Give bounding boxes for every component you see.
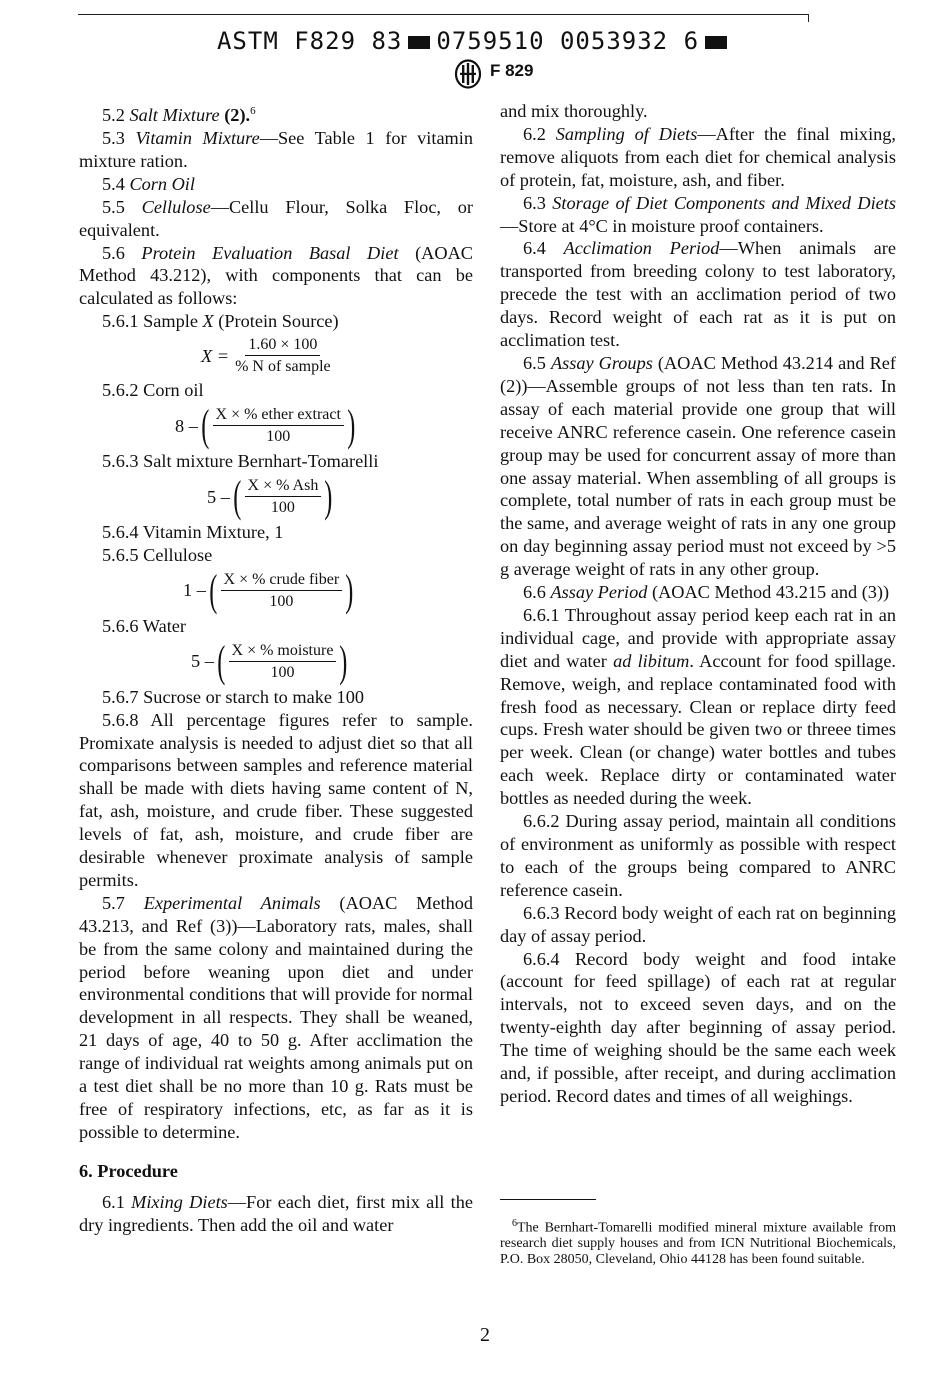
astm-logo-icon — [453, 59, 483, 89]
top-rule — [78, 14, 808, 15]
para-5-6-4: 5.6.4 Vitamin Mixture, 1 — [102, 521, 284, 542]
para-6-4: 6.4 Acclimation Period—When animals are transported from breeding colony to test laboratory, precede the test with an acclimation period of two days. Record weight of each rat as it is put on acclimation test. — [500, 238, 896, 351]
para-5-6: 5.6 Protein Evaluation Basal Diet (AOAC Method 43.212), with components that can be calculated as follows: — [79, 242, 473, 309]
scan-code-part-2: 0759510 0053932 6 — [436, 27, 700, 55]
footnote-ref[interactable]: 6 — [250, 105, 256, 117]
para-6-6-1: 6.6.1 Throughout assay period keep each rat in an individual cage, and provide with appropriate assay diet and water ad libitum. Account for food spillage. Remove, weigh, and replace contaminated food with fresh food as necessary. Clean or replace dirty feed cups. Fresh water should be given two or threee times per week. Clean (or change) water bottles and tubes each week. Replace dirty or contaminated water bottles as needed during the week. — [500, 604, 896, 809]
para-6-6-4: 6.6.4 Record body weight and food intake (account for feed spillage) of each rat at regular intervals, not to exceed seven days, and on the twenty-eighth day after beginning of assay period. The time of weighing should be the same each week and, if possible, after receipt, and during acclimation period. Record dates and times of all weighings. — [500, 948, 896, 1106]
para-5-6-6: 5.6.6 Water — [102, 615, 186, 636]
para-6-5: 6.5 Assay Groups (AOAC Method 43.214 and Ref (2))—Assemble groups of not less than ten rats. In assay of each material provide one group that will receive ANRC reference casein. One reference casein group may be used for concurrent assay of more than one assay material. When assembling of all groups is complete, total number of rats in each group must be the same, and average weight of rats in any one group on day beginning assay period must not exceed by >5 g average weight of rats in any other group. — [500, 352, 896, 580]
right-column — [500, 100, 896, 1108]
formula-corn-oil: 8 – ( $\frac{\text{X × \% ether extract}}{100}$ ) — [175, 401, 356, 451]
page-number: 2 — [480, 1324, 490, 1346]
para-5-6-5: 5.6.5 Cellulose — [102, 544, 213, 565]
designation: F 829 — [490, 61, 534, 80]
black-block-2 — [705, 36, 727, 49]
para-5-6-3: 5.6.3 Salt mixture Bernhart-Tomarelli — [102, 451, 379, 472]
para-5-6-8: 5.6.8 All percentage figures refer to sample. Promixate analysis is needed to adjust diet so that all comparisons between samples and reference material shall be made with diets having same content of N, fat, ash, moisture, and crude fiber. These suggested levels of fat, ash, moisture, and crude fiber are desirable whenever proximate analysis of sample permits. — [79, 709, 473, 890]
section-heading-procedure: 6. Procedure — [79, 1160, 178, 1181]
para-5-3: 5.3 Vitamin Mixture—See Table 1 for vitamin mixture ration. — [79, 128, 473, 171]
para-5-6-1: 5.6.1 Sample X (Protein Source) — [102, 311, 339, 332]
para-6-6-2: 6.6.2 During assay period, maintain all conditions of environment as uniformly as possible with respect to each of the groups being compared to ANRC reference casein. — [500, 811, 896, 900]
footnote-rule — [500, 1199, 596, 1200]
scan-header — [0, 27, 950, 55]
footnote — [500, 1216, 896, 1267]
para-6-6-3: 6.6.3 Record body weight of each rat on beginning day of assay period. — [500, 902, 896, 946]
para-5-4: 5.4 Corn Oil — [102, 173, 195, 194]
formula-water: 5 – ( $\frac{\text{X × \% moisture}}{100}$ ) — [191, 636, 348, 686]
formula-salt-mixture: 5 – ( $\frac{\text{X × \% Ash}}{100}$ ) — [207, 471, 333, 521]
left-column — [79, 100, 473, 1237]
para-6-3: 6.3 Storage of Diet Components and Mixed Diets—Store at 4°C in moisture proof containers. — [500, 192, 896, 236]
para-5-7: 5.7 Experimental Animals (AOAC Method 43.213, and Ref (3))—Laboratory rats, males, shall be from the same colony and maintained during the period before weaning upon diet and under environmental conditions that will provide for normal development in all respects. They shall be weaned, 21 days of age, 40 to 50 g. After acclimation the range of individual rat weights among animals put on a test diet shall be no more than 10 g. Rats must be free of respiratory infections, etc, as far as it is possible to determine. — [79, 892, 473, 1142]
para-5-2: 5.2 Salt Mixture (2).$^6$ — [102, 105, 256, 126]
footnote-text: The Bernhart-Tomarelli modified mineral mixture available from research diet supply houses and from ICN Nutritional Biochemicals, P.O. Box 28050, Cleveland, Ohio 44128 has been found suitable. — [500, 1220, 896, 1267]
para-6-1-continued: and mix thoroughly. — [500, 101, 648, 121]
scan-code-part-1: ASTM F829 83 — [216, 27, 403, 55]
formula-protein-source: X = $\frac{1.60 \times 100}{\text{\% N of sample}}$ — [201, 336, 331, 376]
para-6-1: 6.1 Mixing Diets—For each diet, first mix all the dry ingredients. Then add the oil and water — [79, 1191, 473, 1235]
black-block-1 — [408, 36, 430, 49]
para-5-6-2: 5.6.2 Corn oil — [102, 380, 204, 401]
para-6-6: 6.6 Assay Period (AOAC Method 43.215 and (3)) — [523, 582, 890, 603]
formula-cellulose: 1 – ( $\frac{\text{X × \% crude fiber}}{100}$ ) — [183, 565, 354, 615]
para-5-5: 5.5 Cellulose—Cellu Flour, Solka Floc, or equivalent. — [79, 196, 473, 240]
para-6-2: 6.2 Sampling of Diets—After the final mixing, remove aliquots from each diet for chemical analysis of protein, fat, moisture, ash, and fiber. — [500, 123, 896, 190]
para-5-6-7: 5.6.7 Sucrose or starch to make 100 — [102, 686, 364, 707]
footnote-mark: 6 — [512, 1218, 517, 1229]
top-rule-tick — [808, 14, 809, 22]
